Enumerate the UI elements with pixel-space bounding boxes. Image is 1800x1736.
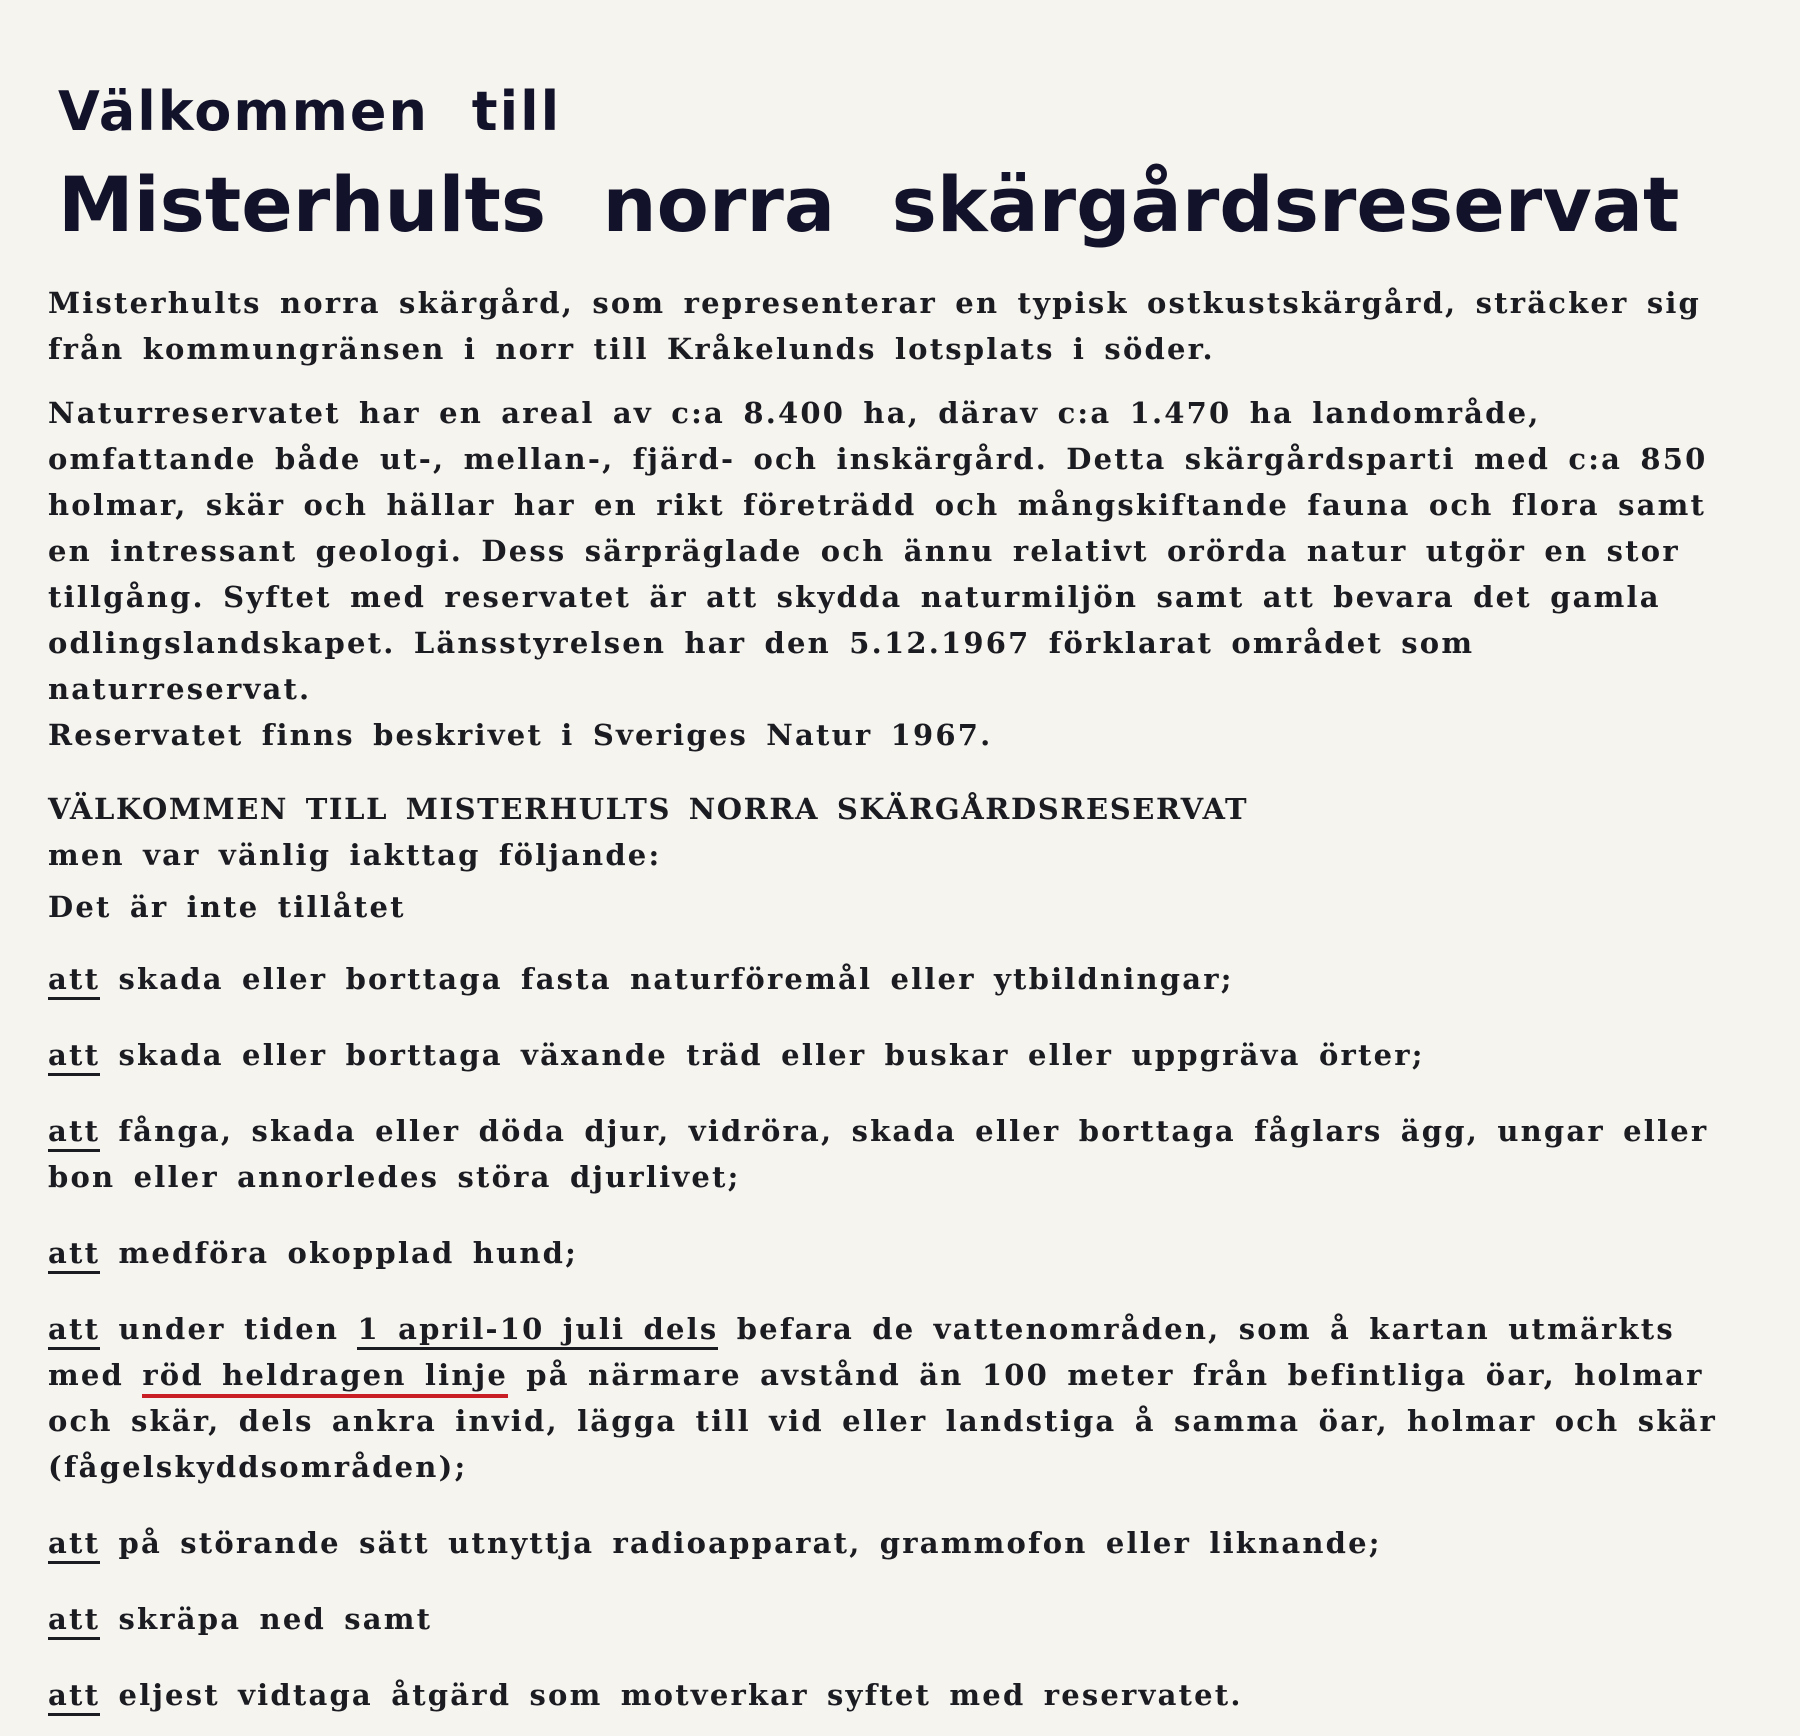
intro-paragraph-1: Misterhults norra skärgård, som representerar en typisk ostkustskärgård, sträcker sig från kommungränsen i norr till Kråkelunds lotsplats i söder. <box>48 286 1702 366</box>
rule-2 <box>48 1032 1738 1078</box>
sign-body <box>48 280 1748 1718</box>
rule-8 <box>48 1672 1738 1718</box>
request-line: men var vänlig iakttag följande: <box>48 838 662 872</box>
rule-text-pre: under tiden <box>118 1312 340 1346</box>
rule-text: skada eller borttaga växande träd eller buskar eller uppgräva örter; <box>118 1038 1425 1072</box>
rule-prefix: att <box>48 1312 100 1350</box>
rule-text: på störande sätt utnyttja radioapparat, grammofon eller liknande; <box>118 1526 1382 1560</box>
rule-1 <box>48 956 1738 1002</box>
welcome-caps-line: VÄLKOMMEN TILL MISTERHULTS NORRA SKÄRGÅRDSRESERVAT <box>48 792 1249 826</box>
publication-note: Reservatet finns beskrivet i Sveriges Natur 1967. <box>48 718 993 752</box>
red-line-marking: röd heldragen linje <box>142 1358 508 1398</box>
reserve-title: Misterhults norra skärgårdsreservat <box>58 160 1680 249</box>
rule-4 <box>48 1230 1738 1276</box>
rule-prefix: att <box>48 962 100 1000</box>
rule-6 <box>48 1520 1738 1566</box>
rule-text: eljest vidtaga åtgärd som motverkar syftet med reservatet. <box>118 1678 1243 1712</box>
rule-3 <box>48 1108 1738 1200</box>
rule-prefix: att <box>48 1236 100 1274</box>
rule-text: fånga, skada eller döda djur, vidröra, skada eller borttaga fåglars ägg, ungar eller bon eller annorledes störa djurlivet; <box>48 1114 1709 1194</box>
rule-5 <box>48 1306 1738 1490</box>
rule-7 <box>48 1596 1738 1642</box>
rule-prefix: att <box>48 1526 100 1564</box>
rule-text: skada eller borttaga fasta naturföremål eller ytbildningar; <box>118 962 1234 996</box>
rule-text-post: på närmare avstånd än 100 meter från befintliga öar, holmar och skär, dels ankra invid, lägga till vid eller landstiga å samma öar, holmar och skär (fågelskyddsområden); <box>48 1358 1718 1484</box>
rule-text-mid: befara de vattenområden, som å kartan utmärkts med <box>48 1312 1675 1392</box>
rule-prefix: att <box>48 1114 100 1152</box>
rule-text: medföra okopplad hund; <box>118 1236 579 1270</box>
rule-prefix: att <box>48 1038 100 1076</box>
intro-paragraph-2: Naturreservatet har en areal av c:a 8.400 ha, därav c:a 1.470 ha landområde, omfattande både ut-, mellan-, fjärd- och inskärgård. Detta skärgårdsparti med c:a 850 holmar, skär och hällar har en rikt företrädd och mångskiftande fauna och flora samt en intressant geologi. Dess särpräglade och ännu relativt orörda natur utgör en stor tillgång. Syftet med reservatet är att skydda naturmiljön samt att bevara det gamla odlingslandskapet. Länsstyrelsen har den 5.12.1967 förklarat området som naturreservat. <box>48 396 1708 706</box>
welcome-heading: Välkommen till <box>58 80 562 143</box>
rule-prefix: att <box>48 1678 100 1716</box>
protected-period: 1 april-10 juli dels <box>357 1312 718 1350</box>
forbidden-intro: Det är inte tillåtet <box>48 890 406 924</box>
rule-text: skräpa ned samt <box>118 1602 433 1636</box>
rule-prefix: att <box>48 1602 100 1640</box>
